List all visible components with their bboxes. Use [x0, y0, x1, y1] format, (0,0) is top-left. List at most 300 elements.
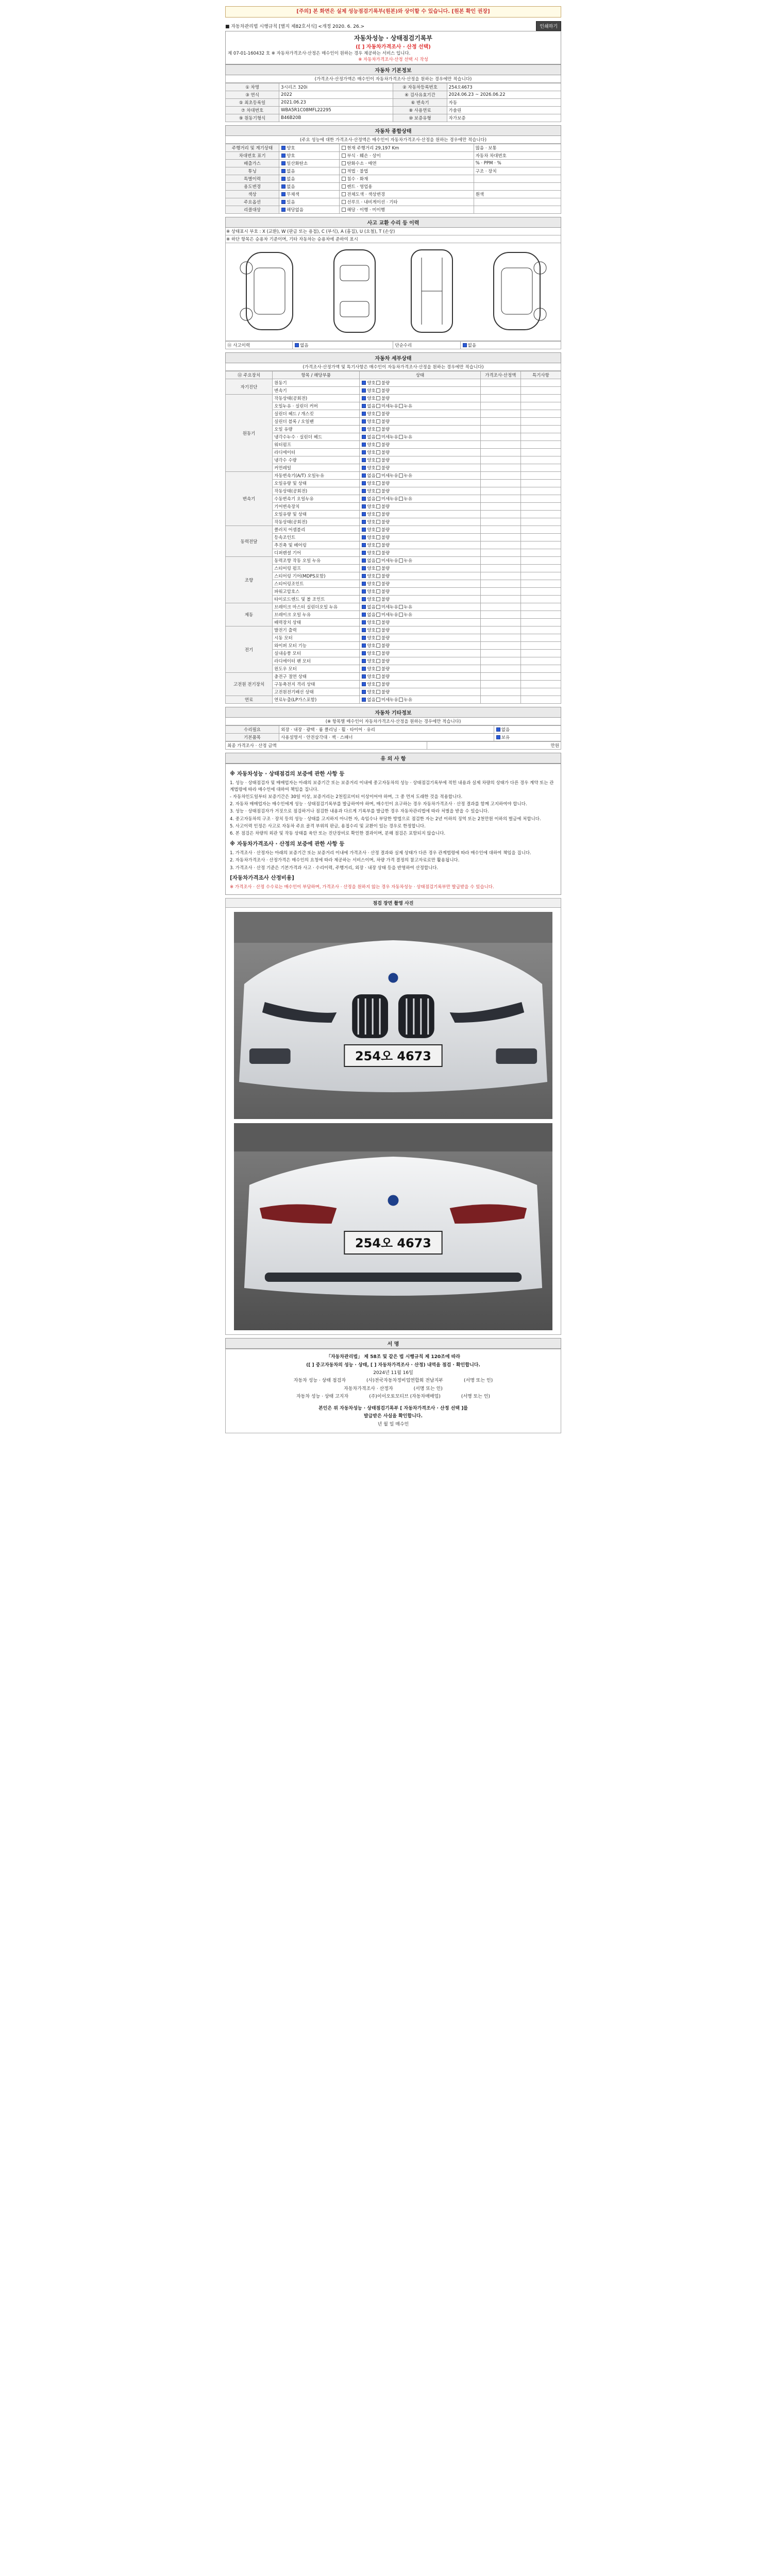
detail-remark-cell — [520, 387, 561, 395]
price-assessor-sign: (서명 또는 인) — [413, 1386, 443, 1392]
detail-remark-cell — [520, 588, 561, 596]
leak-none-checkbox — [362, 435, 366, 439]
basic-info-value: 가솔린 — [447, 107, 561, 114]
state-bad-checkbox — [376, 566, 380, 570]
state-bad-checkbox — [376, 458, 380, 462]
status-options-text: 선루프 · 내비게이션 · 기타 — [347, 200, 398, 205]
status-item-note — [474, 198, 561, 206]
car-frame-diagram — [401, 247, 463, 335]
leak-minor-text: 미세누유 — [381, 698, 398, 703]
status-item-state — [279, 206, 340, 214]
status-item-options — [340, 198, 474, 206]
state-bad-text: 불량 — [381, 419, 390, 425]
status-item-label: 용도변경 — [226, 183, 279, 191]
detail-price-cell — [480, 534, 520, 541]
basic-info-value: 2024.06.23 ~ 2026.06.22 — [447, 91, 561, 99]
detail-item-state — [360, 395, 480, 402]
notice-banner: [주의] 본 화면은 실제 성능점검기록부(원본)와 상이할 수 있습니다. [원본 확인 권장] — [225, 6, 561, 18]
status-item-state — [279, 191, 340, 198]
detail-item-label: 추진축 및 베어링 — [273, 541, 360, 549]
basic-info-value: 254오4673 — [447, 83, 561, 91]
status-item-options — [340, 191, 474, 198]
overall-status-row — [226, 152, 561, 160]
note-paragraph: 3. 가격조사 · 산정 기준은 기본가격과 사고 · 수리이력, 주행거리, 외장 · 내장 상태 등을 반영하여 산정합니다. — [230, 865, 439, 871]
car-body-diagrams — [225, 243, 561, 341]
state-bad-checkbox — [376, 396, 380, 400]
state-bad-checkbox — [376, 543, 380, 547]
notes-section-1-title: ※ 자동차성능 · 상태점검의 보증에 관한 사항 등 — [230, 771, 345, 777]
detail-row — [226, 681, 561, 688]
leak-minor-checkbox — [376, 698, 380, 702]
state-ok-checkbox — [362, 481, 366, 485]
status-item-state — [279, 198, 340, 206]
detail-remark-cell — [520, 503, 561, 511]
detail-remark-cell — [520, 441, 561, 449]
leak-none-text: 없음 — [367, 558, 376, 564]
state-bad-checkbox — [376, 450, 380, 454]
detail-remark-cell — [520, 518, 561, 526]
status-checked-checkbox — [281, 146, 285, 150]
detail-row — [226, 433, 561, 441]
state-ok-checkbox — [362, 427, 366, 431]
detail-item-label: 등속조인트 — [273, 534, 360, 541]
other-info-state — [494, 726, 561, 734]
basic-info-value: 자동 — [447, 99, 561, 107]
detail-item-label: 변속기 — [273, 387, 360, 395]
basic-info-label: ⑤ 최초등록일 — [226, 99, 279, 107]
status-item-note — [474, 206, 561, 214]
detail-item-state — [360, 681, 480, 688]
detail-remark-cell — [520, 511, 561, 518]
leak-yes-checkbox — [399, 698, 403, 702]
detail-price-cell — [480, 642, 520, 650]
detail-remark-cell — [520, 456, 561, 464]
price-assessor-label: 자동차가격조사 · 산정자 — [344, 1386, 393, 1392]
state-bad-text: 불량 — [381, 566, 390, 571]
detail-row — [226, 650, 561, 657]
leak-none-text: 없음 — [367, 698, 376, 703]
state-bad-checkbox — [376, 466, 380, 470]
detail-item-state — [360, 487, 480, 495]
leak-none-checkbox — [362, 558, 366, 563]
state-ok-text: 양호 — [367, 427, 376, 432]
detail-item-label: 배력장치 상태 — [273, 619, 360, 626]
leak-yes-checkbox — [399, 497, 403, 501]
status-state-text: 없음 — [287, 177, 295, 182]
state-bad-checkbox — [376, 535, 380, 539]
detail-price-cell — [480, 681, 520, 688]
detail-row — [226, 518, 561, 526]
state-ok-checkbox — [362, 643, 366, 648]
document-number: 제 07-01-160432 호 ※ 자동차가격조사·산정은 매수인이 원하는 경우 제공하는 서비스 입니다. — [228, 51, 411, 56]
status-option-checkbox — [342, 177, 346, 181]
document-subtitle: ([ ] 자동차가격조사 · 산정 선택) — [356, 44, 431, 50]
detail-item-state — [360, 518, 480, 526]
front-plate-text: 254오 4673 — [355, 1049, 431, 1064]
detail-row — [226, 387, 561, 395]
state-ok-text: 양호 — [367, 690, 376, 695]
basic-info-value: 자가보증 — [447, 114, 561, 122]
detail-price-cell — [480, 526, 520, 534]
overall-status-row — [226, 167, 561, 175]
detail-item-state — [360, 603, 480, 611]
state-bad-text: 불량 — [381, 674, 390, 680]
detail-item-state — [360, 634, 480, 642]
overall-status-row — [226, 191, 561, 198]
state-bad-text: 불량 — [381, 381, 390, 386]
leak-minor-checkbox — [376, 613, 380, 617]
leak-minor-text: 미세누유 — [381, 473, 398, 479]
repair-none-checkbox — [463, 343, 467, 347]
detail-price-cell — [480, 557, 520, 565]
detail-group-label: 자기진단 — [226, 379, 273, 395]
detail-item-state — [360, 410, 480, 418]
notes-body — [225, 764, 561, 895]
state-ok-checkbox — [362, 574, 366, 578]
leak-minor-text: 미세누유 — [381, 613, 398, 618]
state-ok-text: 양호 — [367, 582, 376, 587]
detail-item-state — [360, 541, 480, 549]
state-bad-text: 불량 — [381, 520, 390, 525]
note-paragraph: 2. 자동차가격조사 · 산정가격은 매수인의 요청에 따라 제공하는 서비스이며, 차량 가격 결정의 참고자료로만 활용됩니다. — [230, 858, 460, 863]
inspector-name: (사)전국자동차정비업연합회 전남지부 — [366, 1378, 444, 1384]
basic-info-label: ① 차명 — [226, 83, 279, 91]
detail-item-state — [360, 657, 480, 665]
state-ok-checkbox — [362, 412, 366, 416]
state-bad-text: 불량 — [381, 458, 390, 463]
state-ok-text: 양호 — [367, 628, 376, 633]
rear-view-photo — [234, 1123, 552, 1330]
state-bad-checkbox — [376, 667, 380, 671]
buyer-confirm-line-2: 발급받은 사실을 확인합니다. — [363, 1414, 423, 1419]
state-bad-text: 불량 — [381, 396, 390, 401]
detail-row — [226, 503, 561, 511]
state-ok-text: 양호 — [367, 566, 376, 571]
detail-item-label: 오일유량 및 상태 — [273, 480, 360, 487]
detail-remark-cell — [520, 673, 561, 681]
detail-price-cell — [480, 426, 520, 433]
leak-minor-text: 미세누유 — [381, 497, 398, 502]
detail-price-cell — [480, 541, 520, 549]
state-bad-text: 불량 — [381, 504, 390, 510]
state-bad-text: 불량 — [381, 628, 390, 633]
state-bad-checkbox — [376, 574, 380, 578]
car-side-right-diagram — [478, 247, 556, 335]
other-info-row — [226, 726, 561, 734]
state-bad-checkbox — [376, 528, 380, 532]
detail-group-label: 변속기 — [226, 472, 273, 526]
detail-group-label: 제동 — [226, 603, 273, 626]
status-item-options — [340, 144, 474, 152]
document-title: 자동차성능 · 상태점검기록부 — [354, 35, 433, 42]
detail-item-label: 오일유량 및 상태 — [273, 511, 360, 518]
detail-price-cell — [480, 387, 520, 395]
detail-group-label: 전기 — [226, 626, 273, 673]
state-ok-checkbox — [362, 659, 366, 663]
detail-remark-cell — [520, 464, 561, 472]
detail-remark-cell — [520, 596, 561, 603]
state-bad-checkbox — [376, 690, 380, 694]
detail-item-state — [360, 503, 480, 511]
state-ok-text: 양호 — [367, 443, 376, 448]
detail-item-label: 기어변속장치 — [273, 503, 360, 511]
basic-info-label: ② 자동차등록번호 — [393, 83, 447, 91]
detail-row — [226, 626, 561, 634]
detail-item-label: 스티어링 펌프 — [273, 565, 360, 572]
final-price-value: 만원 — [427, 742, 561, 750]
detail-col-header: ⑫ 주요장치 — [226, 371, 273, 379]
note-paragraph: 5. 사고이력 인정은 사고로 자동차 주요 골격 부위의 판금, 용접수리 및 교환이 있는 경우로 한정합니다. — [230, 824, 426, 829]
other-info-label: 수리필요 — [226, 726, 279, 734]
inspector-sign: (서명 또는 인) — [464, 1378, 493, 1384]
state-bad-text: 불량 — [381, 528, 390, 533]
status-item-label: 주행거리 및 계기상태 — [226, 144, 279, 152]
status-item-state — [279, 183, 340, 191]
detail-item-state — [360, 418, 480, 426]
accident-none-checkbox — [295, 343, 299, 347]
detail-status-note: (가격조사·산정가액 및 특기사항은 매수인이 자동차가격조사·산정을 원하는 경우에만 적습니다) — [225, 363, 561, 371]
detail-row — [226, 418, 561, 426]
leak-yes-text: 누유 — [404, 558, 413, 564]
detail-price-cell — [480, 456, 520, 464]
leak-yes-text: 누유 — [404, 435, 413, 440]
state-ok-text: 양호 — [367, 551, 376, 556]
leak-yes-checkbox — [399, 404, 403, 408]
detail-item-state — [360, 426, 480, 433]
other-info-row — [226, 734, 561, 741]
status-item-label: 특별이력 — [226, 175, 279, 183]
state-bad-checkbox — [376, 620, 380, 624]
state-bad-text: 불량 — [381, 412, 390, 417]
status-item-state — [279, 175, 340, 183]
state-ok-checkbox — [362, 512, 366, 516]
detail-item-state — [360, 642, 480, 650]
status-options-text: 현재 주행거리 29,197 Km — [347, 146, 399, 151]
other-info-state-text: 보유 — [501, 735, 510, 740]
leak-yes-text: 누유 — [404, 473, 413, 479]
detail-item-state — [360, 665, 480, 673]
buyer-date-line: 년 월 일 매수인 — [377, 1421, 409, 1427]
detail-row — [226, 580, 561, 588]
detail-remark-cell — [520, 433, 561, 441]
detail-item-label: 와이퍼 모터 기능 — [273, 642, 360, 650]
detail-row — [226, 657, 561, 665]
other-info-items: 사용설명서 · 안전삼각대 · 잭 · 스패너 — [279, 734, 494, 741]
status-checked-checkbox — [281, 177, 285, 181]
leak-none-checkbox — [362, 497, 366, 501]
seller-sign: (서명 또는 인) — [461, 1394, 491, 1399]
other-info-checkbox — [496, 735, 500, 739]
detail-price-cell — [480, 619, 520, 626]
state-ok-checkbox — [362, 466, 366, 470]
detail-group-label: 동력전달 — [226, 526, 273, 557]
detail-group-label: 조향 — [226, 557, 273, 603]
state-bad-text: 불량 — [381, 682, 390, 687]
detail-item-state — [360, 549, 480, 557]
status-item-state — [279, 167, 340, 175]
detail-remark-cell — [520, 557, 561, 565]
status-state-text: 양호 — [287, 146, 295, 151]
detail-item-label: 라디에이터 팬 모터 — [273, 657, 360, 665]
detail-remark-cell — [520, 534, 561, 541]
detail-item-state — [360, 580, 480, 588]
detail-price-cell — [480, 503, 520, 511]
status-option-checkbox — [342, 192, 346, 196]
detail-remark-cell — [520, 688, 561, 696]
leak-minor-checkbox — [376, 558, 380, 563]
accident-summary-table — [225, 341, 561, 349]
state-bad-text: 불량 — [381, 489, 390, 494]
state-bad-text: 불량 — [381, 388, 390, 394]
detail-row — [226, 441, 561, 449]
leak-yes-checkbox — [399, 473, 403, 478]
state-bad-checkbox — [376, 643, 380, 648]
state-ok-text: 양호 — [367, 396, 376, 401]
other-info-checkbox — [496, 727, 500, 732]
status-options-text: 해당 · 이행 · 미이행 — [347, 208, 385, 213]
detail-row — [226, 634, 561, 642]
notes-section-2 — [230, 850, 557, 871]
detail-status-heading: 자동차 세부상태 — [225, 352, 561, 363]
notes-section-3-title: [자동차가격조사 산정비용] — [230, 874, 294, 881]
note-paragraph: 3. 성능 · 상태점검자가 거짓으로 점검하거나 점검한 내용과 다르게 기록부를 발급한 경우 자동차관리법에 따라 처벌을 받을 수 있습니다. — [230, 809, 489, 815]
state-bad-checkbox — [376, 628, 380, 632]
note-paragraph: 1. 성능 · 상태점검자 및 매매업자는 아래의 보증기간 또는 보증거리 이내에 중고자동차의 성능 · 상태점검기록부에 적힌 내용과 실제 차량의 상태가 다른 경우 계약 또는 관계법령에 따라 매수인에 대하여 책임을 집니다. — [230, 781, 554, 792]
detail-price-cell — [480, 596, 520, 603]
status-options-text: 침수 · 화재 — [347, 177, 368, 182]
state-ok-text: 양호 — [367, 589, 376, 595]
state-ok-checkbox — [362, 450, 366, 454]
status-option-checkbox — [342, 154, 346, 158]
status-item-options — [340, 206, 474, 214]
detail-row — [226, 541, 561, 549]
other-info-items: 외장 · 내장 · 광택 · 룸 클리닝 · 휠 · 타이어 · 유리 — [279, 726, 494, 734]
leak-minor-checkbox — [376, 473, 380, 478]
state-ok-checkbox — [362, 443, 366, 447]
state-bad-text: 불량 — [381, 597, 390, 602]
status-option-checkbox — [342, 146, 346, 150]
state-ok-checkbox — [362, 551, 366, 555]
status-item-note — [474, 183, 561, 191]
state-ok-text: 양호 — [367, 651, 376, 656]
state-bad-checkbox — [376, 381, 380, 385]
state-bad-text: 불량 — [381, 582, 390, 587]
detail-price-cell — [480, 688, 520, 696]
state-ok-text: 양호 — [367, 381, 376, 386]
notes-section-3: ※ 가격조사 · 산정 수수료는 매수인이 부담하며, 가격조사 · 산정을 원하지 않는 경우 자동차성능 · 상태점검기록부만 발급받을 수 있습니다. — [230, 885, 494, 890]
state-ok-checkbox — [362, 597, 366, 601]
leak-none-checkbox — [362, 605, 366, 609]
basic-info-note: (가격조사·산정가액은 매수인이 자동차가격조사·산정을 원하는 경우에만 적습니다) — [225, 75, 561, 83]
print-button[interactable]: 인쇄하기 — [536, 21, 561, 31]
status-checked-checkbox — [281, 184, 285, 189]
detail-group-label: 연료 — [226, 696, 273, 704]
state-bad-text: 불량 — [381, 512, 390, 517]
detail-item-label: 실린더 헤드 / 개스킷 — [273, 410, 360, 418]
detail-price-cell — [480, 549, 520, 557]
final-price-label: 최종 가격조사 · 산정 금액 — [226, 742, 427, 750]
detail-row — [226, 456, 561, 464]
state-ok-text: 양호 — [367, 481, 376, 486]
detail-col-header: 상태 — [360, 371, 480, 379]
front-view-photo — [234, 912, 552, 1119]
state-ok-checkbox — [362, 520, 366, 524]
detail-item-label: 윈도우 모터 — [273, 665, 360, 673]
leak-none-checkbox — [362, 698, 366, 702]
detail-item-state — [360, 619, 480, 626]
detail-item-label: 작동상태(공회전) — [273, 487, 360, 495]
detail-row — [226, 511, 561, 518]
state-ok-checkbox — [362, 528, 366, 532]
accident-history-heading: 사고 교환 수리 등 이력 — [225, 217, 561, 228]
detail-row — [226, 673, 561, 681]
status-checked-checkbox — [281, 192, 285, 196]
detail-item-label: 충전구 절연 상태 — [273, 673, 360, 681]
leak-none-text: 없음 — [367, 605, 376, 610]
detail-item-state — [360, 565, 480, 572]
detail-price-cell — [480, 395, 520, 402]
status-option-checkbox — [342, 184, 346, 189]
leak-yes-text: 누유 — [404, 404, 413, 409]
detail-remark-cell — [520, 681, 561, 688]
state-ok-text: 양호 — [367, 458, 376, 463]
status-item-label: 배출가스 — [226, 160, 279, 167]
detail-price-cell — [480, 696, 520, 704]
state-bad-checkbox — [376, 589, 380, 594]
leak-minor-checkbox — [376, 605, 380, 609]
state-bad-checkbox — [376, 504, 380, 509]
status-option-checkbox — [342, 161, 346, 165]
detail-remark-cell — [520, 619, 561, 626]
detail-item-state — [360, 449, 480, 456]
basic-info-row — [226, 107, 561, 114]
detail-price-cell — [480, 634, 520, 642]
detail-row — [226, 603, 561, 611]
basic-info-row — [226, 114, 561, 122]
status-item-note: 자동차 차대번호 — [474, 152, 561, 160]
detail-item-label: 파워고압호스 — [273, 588, 360, 596]
leak-none-text: 없음 — [367, 404, 376, 409]
detail-remark-cell — [520, 580, 561, 588]
detail-row — [226, 534, 561, 541]
overall-status-row — [226, 206, 561, 214]
detail-remark-cell — [520, 665, 561, 673]
basic-info-label: ⑥ 변속기 — [393, 99, 447, 107]
detail-price-cell — [480, 480, 520, 487]
state-ok-checkbox — [362, 543, 366, 547]
state-ok-text: 양호 — [367, 520, 376, 525]
status-item-state — [279, 144, 340, 152]
status-state-text: 양호 — [287, 154, 295, 159]
detail-price-cell — [480, 472, 520, 480]
other-info-table — [225, 725, 561, 741]
detail-item-state — [360, 511, 480, 518]
document-title-block — [225, 31, 561, 64]
status-item-note: 흰색 — [474, 191, 561, 198]
detail-item-state — [360, 611, 480, 619]
photos-heading: 점검 장면 촬영 사진 — [226, 899, 561, 908]
other-info-note: (※ 항목별 매수인이 자동차가격조사·산정을 원하는 경우에만 적습니다) — [225, 718, 561, 725]
state-bad-checkbox — [376, 582, 380, 586]
state-ok-text: 양호 — [367, 674, 376, 680]
overall-status-table — [225, 144, 561, 214]
rear-plate-text: 254오 4673 — [355, 1236, 431, 1251]
detail-remark-cell — [520, 526, 561, 534]
detail-item-state — [360, 472, 480, 480]
status-item-label: 주요옵션 — [226, 198, 279, 206]
state-ok-checkbox — [362, 636, 366, 640]
detail-remark-cell — [520, 426, 561, 433]
